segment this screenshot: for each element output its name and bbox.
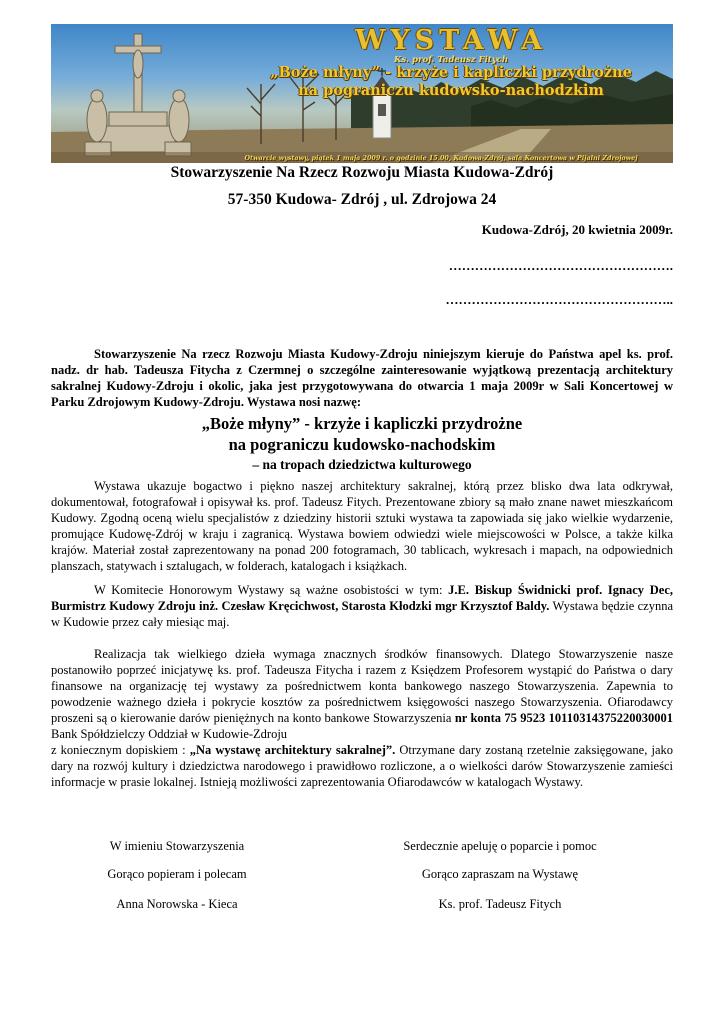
signature-left-line-1: W imieniu Stowarzyszenia bbox=[109, 839, 245, 853]
honorary-committee-paragraph bbox=[51, 582, 673, 630]
exhibit-title-line-2: na pograniczu kudowsko-nachodskim bbox=[228, 435, 496, 454]
exhibition-banner bbox=[51, 24, 673, 163]
bank-account-number: nr konta 75 9523 10110314375220030001 bbox=[454, 711, 673, 725]
donation-prefix: z koniecznym dopiskiem : bbox=[51, 743, 190, 757]
banner-title: WYSTAWA bbox=[355, 25, 547, 56]
exhibit-title-line-1: „Boże młyny” - krzyże i kapliczki przydrożne bbox=[201, 414, 523, 433]
committee-names: J.E. Biskup Świdnicki prof. Ignacy Dec, Burmistrz Kudowy Zdroju inż. Czesław Kręcichwost, Starosta Kłodzki mgr Krzysztof Baldy. bbox=[51, 583, 673, 613]
signature-right-name: Ks. prof. Tadeusz Fitych bbox=[438, 897, 562, 911]
donation-suffix: Otrzymane dary zostaną rzetelnie zaksięgowane, jako dary na rozwój kultury i dziedzictwa narodowego i prawidłowo rozliczone, a o wielkości darów Stowarzyszenie zamieści informacje w prasie lokalnej. Istnieją możliwości zaprezentowania Ofiarodawców w katalogach Wystawy. bbox=[51, 743, 673, 789]
intro-paragraph: Stowarzyszenie Na rzecz Rozwoju Miasta Kudowy-Zdroju niniejszym kieruje do Państwa apel ks. prof. nadz. dr hab. Tadeusza Fitycha z Czermnej o szczególne zainteresowanie wyjątkową prezentacją architektury sakralnej Kudowy-Zdroju i okolic, jaka jest przygotowywana do otwarcia 1 maja 2009r w Sali Koncertowej w Parku Zdrojowym Kudowy-Zdroju. Wystawa nosi nazwę: bbox=[51, 347, 673, 409]
committee-suffix: Wystawa będzie czynna w Kudowie przez cały miesiąc maj. bbox=[51, 599, 673, 629]
recipient-line-2: …………………………………………….. bbox=[445, 292, 673, 307]
letter-date: Kudowa-Zdrój, 20 kwietnia 2009r. bbox=[481, 222, 673, 237]
exhibit-description-paragraph: Wystawa ukazuje bogactwo i piękno naszej architektury sakralnej, którą przez blisko dwa lata odkrywał, dokumentował, fotografował i opisywał ks. prof. Tadeusz Fitych. Prezentowane zbiory są mało znane nawet mieszkańcom Kudowy. Zgodną oceną wielu specjalistów z dziedziny historii sztuki wystawa ta zapowiada się jako wielkie wydarzenie, promujące Kudowę-Zdrój w kraju i zagranicą. Wystawa bowiem odwiedzi wiele miejscowości w Polsce, a także kilka krajów. Materiał został zaprezentowany na ponad 200 fotogramach, 30 tablicach, wykresach i mapach, na odpowiednich planszach, statywach i sztalugach, w folderach, katalogach i książkach. bbox=[51, 479, 673, 573]
financing-paragraph bbox=[51, 646, 673, 742]
bank-name: Bank Spółdzielczy Oddział w Kudowie-Zdroju bbox=[51, 727, 288, 741]
organization-address: 57-350 Kudowa- Zdrój , ul. Zdrojowa 24 bbox=[227, 191, 497, 208]
financing-text: Realizacja tak wielkiego dzieła wymaga znacznych środków finansowych. Dlatego Stowarzyszenie nasze postanowiło poprzeć inicjatywę ks. prof. Tadeusza Fitycha i razem z Księdzem Profesorem wystąpić do Państwa o dary finansowe na organizację tej wystawy za pośrednictwem konta bankowego naszego Stowarzyszenia. Zapewnia to powodzenie ważnego dzieła i pokrycie kosztów za pośrednictwem księgowości naszego Stowarzyszenia. Ofiarodawcy proszeni są o kierowanie darów pieniężnych na konto bankowe Stowarzyszenia bbox=[51, 647, 673, 725]
banner-author: Ks. prof. Tadeusz Fitych bbox=[393, 55, 509, 65]
signature-left-name: Anna Norowska - Kieca bbox=[116, 897, 238, 911]
signature-right-line-2: Gorąco zapraszam na Wystawę bbox=[421, 867, 579, 881]
signature-left-line-2: Gorąco popieram i polecam bbox=[107, 867, 247, 881]
recipient-line-1: ……………………………………………. bbox=[448, 258, 673, 273]
banner-opening-info: Otwarcie wystawy, piątek 1 maja 2009 r. o godzinie 15.00, Kudowa-Zdrój, sala Koncertowa w Pijalni Zdrojowej bbox=[244, 154, 638, 162]
banner-subtitle-line-2: na pograniczu kudowsko-nachodzkim bbox=[298, 82, 604, 99]
banner-subtitle-line-1: „Boże młyny” - krzyże i kapliczki przydrożne bbox=[270, 64, 632, 81]
signature-right-line-1: Serdecznie apeluję o poparcie i pomoc bbox=[403, 839, 597, 853]
organization-name: Stowarzyszenie Na Rzecz Rozwoju Miasta Kudowa-Zdrój bbox=[170, 164, 554, 181]
exhibit-title-line-3: – na tropach dziedzictwa kulturowego bbox=[252, 457, 472, 472]
donation-note-paragraph bbox=[51, 742, 673, 790]
committee-prefix: W Komitecie Honorowym Wystawy są ważne osobistości w tym: bbox=[94, 583, 449, 597]
donation-required-note: „Na wystawę architektury sakralnej”. bbox=[189, 743, 396, 757]
